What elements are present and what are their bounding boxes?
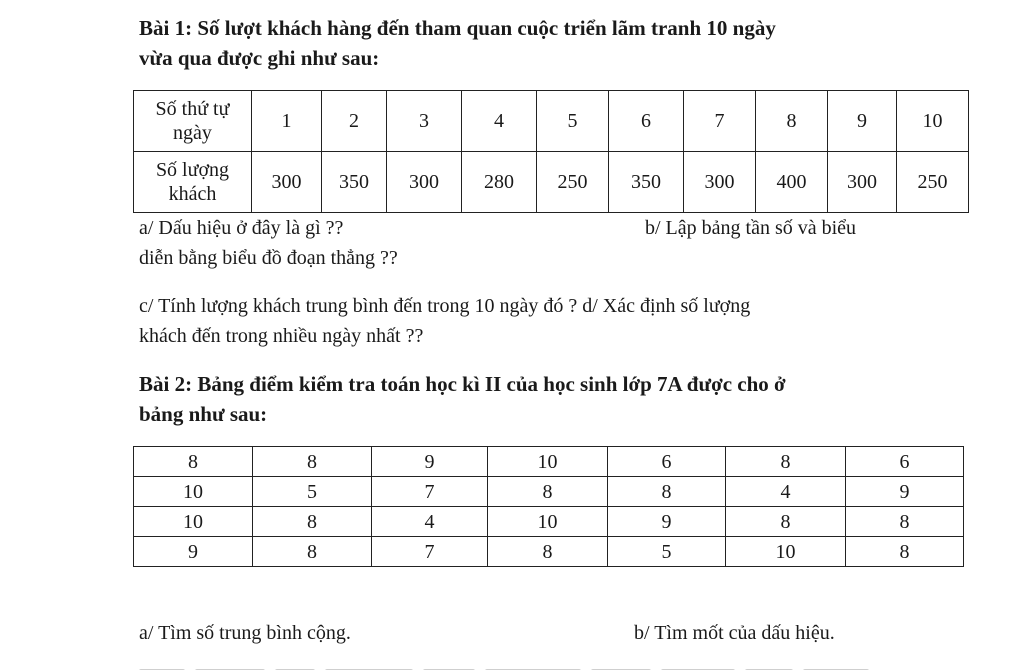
table-cell: 350 (322, 152, 387, 213)
table-row-day (134, 91, 969, 152)
table-cell: 7 (372, 477, 488, 507)
table-cell: 7 (372, 537, 488, 567)
table-row (134, 477, 964, 507)
row-header-day: Số thứ tự ngày (134, 91, 252, 152)
bai1-question-a: a/ Dấu hiệu ở đây là gì ?? (139, 217, 344, 239)
table-cell: 8 (488, 537, 608, 567)
table-cell: 9 (608, 507, 726, 537)
bai1-title-line2: vừa qua được ghi như sau: (139, 46, 380, 70)
row-header-visitors: Số lượng khách (134, 152, 252, 213)
table-cell: 8 (756, 91, 828, 152)
table-cell: 8 (608, 477, 726, 507)
bai1-questions-ab (139, 213, 959, 273)
table-cell: 300 (252, 152, 322, 213)
table-cell: 300 (828, 152, 897, 213)
table-cell: 8 (726, 447, 846, 477)
table-cell: 6 (846, 447, 964, 477)
bai2-title-line1: Bài 2: Bảng điểm kiểm tra toán học kì II của học sinh lớp 7A được cho ở (139, 372, 786, 396)
table-cell: 4 (462, 91, 537, 152)
table-cell: 8 (253, 537, 372, 567)
table-cell: 6 (609, 91, 684, 152)
table-cell: 350 (609, 152, 684, 213)
table-cell: 10 (488, 507, 608, 537)
bai2-question-a: a/ Tìm số trung bình cộng. (139, 622, 351, 644)
table-cell: 5 (608, 537, 726, 567)
table-cell: 8 (846, 537, 964, 567)
table-cell: 250 (537, 152, 609, 213)
table-cell: 9 (372, 447, 488, 477)
table-cell: 9 (134, 537, 253, 567)
visitors-table (133, 90, 969, 213)
table-cell: 9 (828, 91, 897, 152)
table-cell: 8 (846, 507, 964, 537)
bai1-title-line1: Bài 1: Số lượt khách hàng đến tham quan cuộc triển lãm tranh 10 ngày (139, 16, 776, 40)
bai2-question-b: b/ Tìm mốt của dấu hiệu. (634, 622, 835, 644)
table-cell: 10 (134, 477, 253, 507)
bai2-questions (139, 618, 959, 648)
bai1-question-cd-line1: c/ Tính lượng khách trung bình đến trong 10 ngày đó ? d/ Xác định số lượng (139, 295, 751, 317)
scores-table (133, 446, 964, 567)
table-cell: 400 (756, 152, 828, 213)
table-cell: 250 (897, 152, 969, 213)
bai1-question-b: b/ Lập bảng tần số và biểu (645, 217, 857, 239)
cutoff-text-line (139, 660, 899, 670)
table-cell: 6 (608, 447, 726, 477)
table-cell: 9 (846, 477, 964, 507)
table-cell: 5 (537, 91, 609, 152)
table-cell: 5 (253, 477, 372, 507)
table-cell: 2 (322, 91, 387, 152)
table-row-visitors (134, 152, 969, 213)
bai2-title (139, 369, 786, 429)
table-row (134, 447, 964, 477)
table-cell: 300 (684, 152, 756, 213)
bai1-question-b-cont: diễn bằng biểu đồ đoạn thẳng ?? (139, 247, 398, 269)
bai1-question-cd-line2: khách đến trong nhiều ngày nhất ?? (139, 325, 424, 347)
table-cell: 300 (387, 152, 462, 213)
table-cell: 10 (726, 537, 846, 567)
table-cell: 280 (462, 152, 537, 213)
table-cell: 10 (134, 507, 253, 537)
table-cell: 8 (253, 447, 372, 477)
table-cell: 10 (488, 447, 608, 477)
table-cell: 8 (134, 447, 253, 477)
table-cell: 10 (897, 91, 969, 152)
table-cell: 3 (387, 91, 462, 152)
bai2-title-line2: bảng như sau: (139, 402, 268, 426)
table-row (134, 537, 964, 567)
table-cell: 4 (372, 507, 488, 537)
table-cell: 8 (488, 477, 608, 507)
table-cell: 8 (726, 507, 846, 537)
table-cell: 7 (684, 91, 756, 152)
table-cell: 4 (726, 477, 846, 507)
bai1-questions-cd (139, 291, 750, 351)
table-row (134, 507, 964, 537)
bai1-title (139, 13, 776, 73)
table-cell: 1 (252, 91, 322, 152)
table-cell: 8 (253, 507, 372, 537)
